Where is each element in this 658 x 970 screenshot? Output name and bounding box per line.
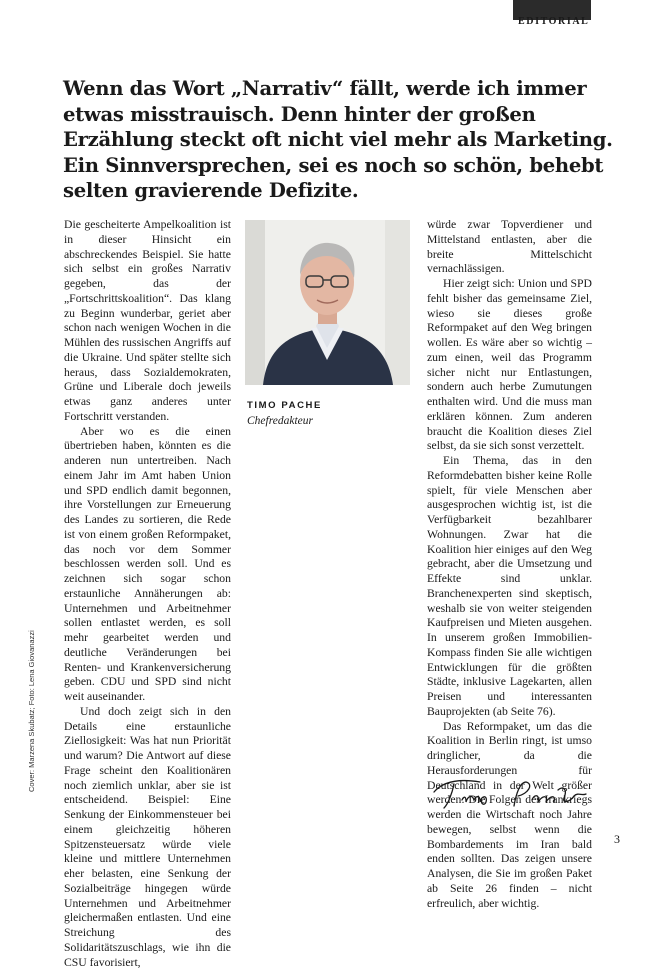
section-label: EDITORIAL xyxy=(518,16,590,27)
author-signature xyxy=(428,770,593,815)
photo-credit: Cover: Marzena Skubatz; Foto: Lena Giovanazzi xyxy=(27,630,36,792)
text-column-left xyxy=(64,218,231,970)
paragraph: Hier zeigt sich: Union und SPD fehlt bisher das gemeinsame Ziel, wieso sie dieses große Reformpaket auf den Weg bringen wollen. Es wäre aber so wichtig – zum einen, weil das Programm sicher nicht nur Entlastungen, sondern auch herbe Zumutungen enthalten wird. Und die muss man erklären können. Zum anderen braucht die Koalition dieses Ziel selbst, da sie sich sonst verzettelt. xyxy=(427,277,592,453)
paragraph: Ein Thema, das in den Reformdebatten bisher keine Rolle spielt, für viele Menschen aber ausgesprochen wichtig ist, ist die Verfügbarkeit bezahlbarer Wohnungen. Zwar hat die Koalition hier einiges auf den Weg gebracht, aber die Umsetzung und Effekte sind unklar. Branchenexperten sind skeptisch, weshalb sie von weiter steigenden Kaufpreisen und Mieten ausgehen. In unserem großen Immobilien-Kompass finden Sie alle wichtigen Entwicklungen für die größten Städte, inklusive Lagekarten, allen Preisen und interessanten Bauprojekten (ab Seite 76). xyxy=(427,454,592,718)
author-name: TIMO PACHE xyxy=(247,400,322,411)
paragraph: Aber wo es die einen übertrieben haben, könnten es die anderen nun untertreiben. Nach einem Jahr im Amt haben Union und SPD endlich damit begonnen, ihre Vorstellungen zur Erneuerung des Landes zu sortieren, die Rede ist von einem großen Reformpaket, das noch vor dem Sommer beschlossen werden soll. Und es zeichnen sich sogar schon erstaunliche Annäherungen ab: Unternehmen und Arbeitnehmer sollen entlastet werden, es soll mehr gearbeitet werden und deutliche Veränderungen bei Renten- und Krankenversicherung geben. CDU und SPD sind nicht weit auseinander. xyxy=(64,424,231,703)
paragraph: Und doch zeigt sich in den Details eine erstaunliche Ziellosigkeit: Was hat nun Priorität und warum? Die Antwort auf diese Frage scheint den Koalitionären noch ziemlich unklar, aber sie ist entscheidend. Beispiel: Eine Senkung der Einkommensteuer bei einem gleichzeitig höheren Spitzensteuersatz würde viele kleine und mittlere Unternehmen eher belasten, eine Senkung der Sozialbeiträge hingegen würde Unternehmen und Arbeitnehmer gleichermaßen entlasten. Und eine Streichung des Solidaritätszuschlags, wie ihn die CSU favorisiert, xyxy=(64,704,231,969)
author-role: Chefredakteur xyxy=(247,415,314,427)
paragraph: würde zwar Topverdiener und Mittelstand entlasten, aber die breite Mittelschicht vernachlässigen. xyxy=(427,218,592,276)
author-portrait-illustration xyxy=(245,220,410,385)
editorial-deck: Wenn das Wort „Narrativ“ fällt, werde ich immer etwas misstrauisch. Denn hinter der großen Erzählung steckt oft nicht viel mehr als Marketing. Ein Sinnversprechen, sei es noch so schön, behebt selten gravierende Defizite. xyxy=(63,77,613,202)
paragraph: Die gescheiterte Ampelkoalition ist in dieser Hinsicht ein abschreckendes Beispiel. Sie hatte sich selbst ein großes Narrativ gegeben, das der „Fortschrittskoalition“. Das klang zu Beginn wunderbar, geriet aber schon nach wenigen Wochen in die Mühlen des russischen Angriffs auf die Ukraine. Und später stellte sich heraus, dass Sozialdemokraten, Grüne und Liberale doch jeweils etwas ganz anderes unter Fortschritt verstanden. xyxy=(64,218,231,423)
paragraph: Das Reformpaket, um das die Koalition in Berlin ringt, ist umso dringlicher, da die Herausforderungen für Deutschland in der Welt größer werden: Die Folgen des Irankriegs werden die Wirtschaft noch Jahre bewegen, selbst wenn die Bombardements im Iran bald enden sollten. Das zeigen unsere Analysen, die Sie im großen Paket ab Seite 26 finden – nicht erfreulich, aber wichtig. xyxy=(427,719,592,910)
page-number: 3 xyxy=(614,832,620,846)
author-photo xyxy=(245,220,410,385)
